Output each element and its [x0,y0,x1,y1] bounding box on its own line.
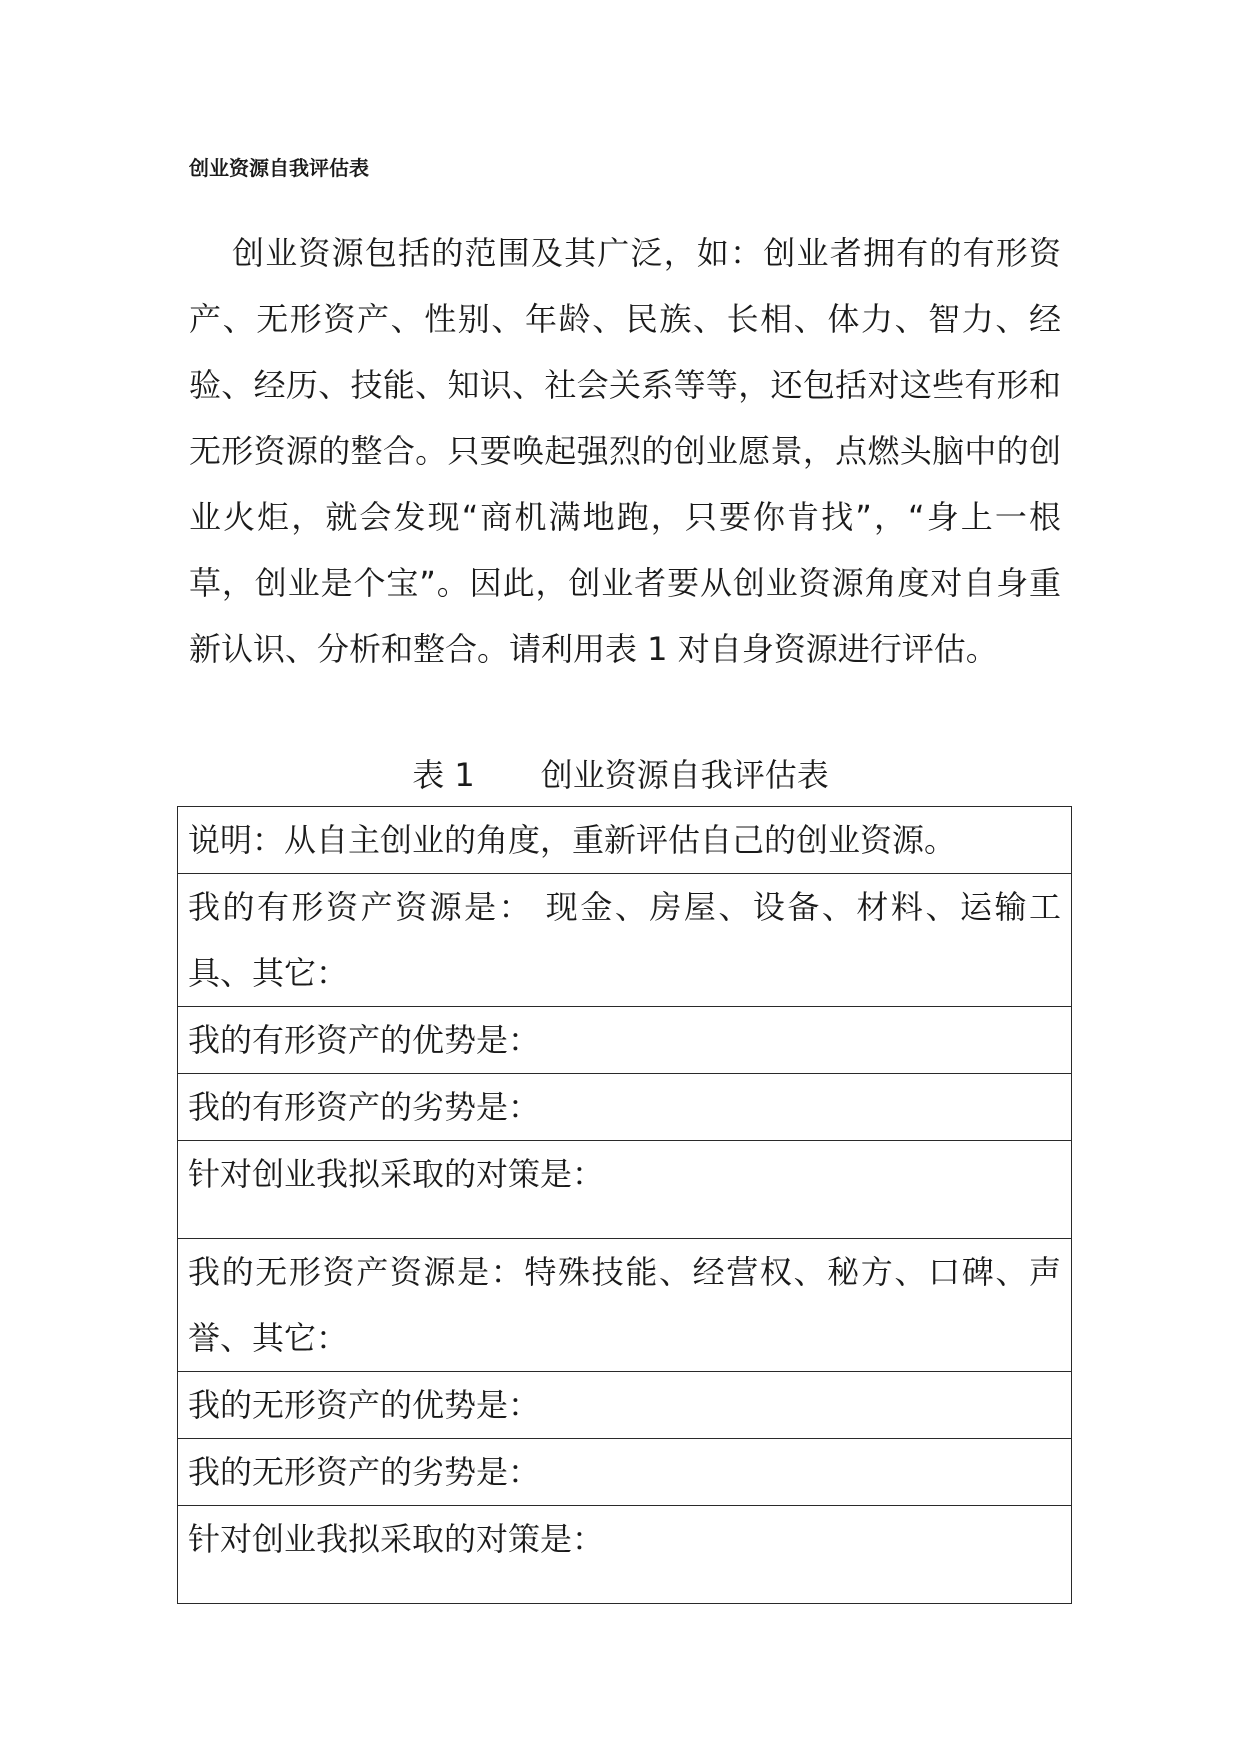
instructions-cell: 说明：从自主创业的角度，重新评估自己的创业资源。 [178,807,1072,874]
table-number: 表 1 [412,756,475,794]
table-caption [0,742,1241,808]
table-row-tangible-resources [178,874,1072,1007]
table-row-intangible-resources [178,1239,1072,1372]
tangible-resources-cell[interactable]: 我的有形资产资源是： 现金、房屋、设备、材料、运输工具、其它： [178,874,1072,1007]
intangible-strengths-cell[interactable]: 我的无形资产的优势是： [178,1372,1072,1439]
table-row-intangible-strengths [178,1372,1072,1439]
intangible-resources-cell[interactable]: 我的无形资产资源是：特殊技能、经营权、秘方、口碑、声誉、其它： [178,1239,1072,1372]
intangible-countermeasures-cell[interactable]: 针对创业我拟采取的对策是： [178,1506,1072,1604]
table-row-instructions [178,807,1072,874]
table-row-tangible-countermeasures [178,1141,1072,1239]
table-row-tangible-weaknesses [178,1074,1072,1141]
tangible-weaknesses-cell[interactable]: 我的有形资产的劣势是： [178,1074,1072,1141]
intangible-weaknesses-cell[interactable]: 我的无形资产的劣势是： [178,1439,1072,1506]
intro-paragraph: 创业资源包括的范围及其广泛，如：创业者拥有的有形资产、无形资产、性别、年龄、民族、长相、体力、智力、经验、经历、技能、知识、社会关系等等，还包括对这些有形和无形资源的整合。只要唤起强烈的创业愿景，点燃头脑中的创业火炬，就会发现“商机满地跑，只要你肯找”，“身上一根草，创业是个宝”。因此，创业者要从创业资源角度对自身重新认识、分析和整合。请利用表 1 对自身资源进行评估。 [189,234,1061,668]
tangible-countermeasures-cell[interactable]: 针对创业我拟采取的对策是： [178,1141,1072,1239]
table-row-intangible-weaknesses [178,1439,1072,1506]
table-title: 创业资源自我评估表 [540,756,829,794]
table-row-intangible-countermeasures [178,1506,1072,1604]
tangible-strengths-cell[interactable]: 我的有形资产的优势是： [178,1007,1072,1074]
page-heading: 创业资源自我评估表 [189,156,369,180]
self-assessment-table [177,806,1072,1604]
table-row-tangible-strengths [178,1007,1072,1074]
